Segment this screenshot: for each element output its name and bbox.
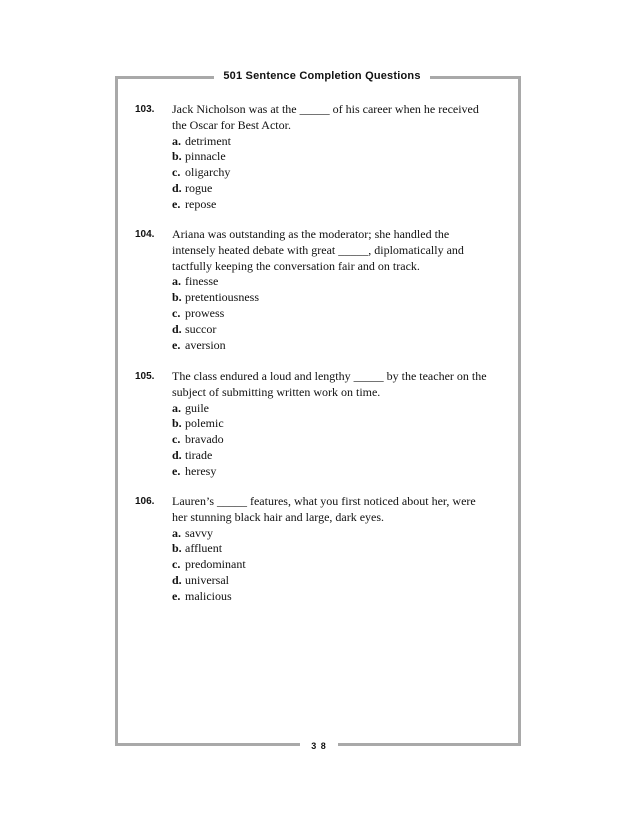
option-text: tirade: [185, 447, 213, 462]
question-stem: [172, 494, 505, 526]
option-b[interactable]: [172, 290, 505, 306]
option-text: aversion: [185, 337, 226, 352]
stem-line: her stunning black hair and large, dark eyes.: [172, 509, 385, 524]
option-a[interactable]: [172, 134, 505, 150]
answer-options: [172, 274, 505, 353]
option-letter: d.: [172, 321, 182, 336]
option-b[interactable]: [172, 416, 505, 432]
stem-line: intensely heated debate with great _____, diplomatically and: [172, 242, 464, 257]
option-letter: a.: [172, 133, 181, 148]
option-text: bravado: [185, 432, 224, 447]
question-number: 103.: [135, 104, 155, 115]
option-text: universal: [185, 572, 229, 587]
question-stem: [172, 102, 505, 134]
option-letter: e.: [172, 196, 181, 211]
option-e[interactable]: [172, 589, 505, 605]
option-text: savvy: [185, 525, 213, 540]
option-letter: c.: [172, 557, 181, 572]
option-c[interactable]: [172, 557, 505, 573]
option-text: pinnacle: [185, 149, 226, 164]
option-text: predominant: [185, 557, 246, 572]
option-letter: d.: [172, 572, 182, 587]
option-text: heresy: [185, 463, 217, 478]
option-letter: c.: [172, 305, 181, 320]
option-e[interactable]: [172, 464, 505, 480]
option-letter: a.: [172, 400, 181, 415]
answer-options: [172, 134, 505, 213]
option-text: detriment: [185, 133, 231, 148]
option-text: affluent: [185, 541, 223, 556]
option-letter: b.: [172, 541, 182, 556]
stem-line: tactfully keeping the conversation fair and on track.: [172, 258, 420, 273]
answer-options: [172, 526, 505, 605]
answer-options: [172, 401, 505, 480]
question-number: 106.: [135, 496, 155, 507]
option-text: guile: [185, 400, 209, 415]
question-106: [135, 494, 505, 605]
option-c[interactable]: [172, 306, 505, 322]
option-letter: b.: [172, 290, 182, 305]
option-letter: b.: [172, 416, 182, 431]
option-letter: a.: [172, 274, 181, 289]
option-a[interactable]: [172, 274, 505, 290]
option-a[interactable]: [172, 526, 505, 542]
option-d[interactable]: [172, 573, 505, 589]
stem-line: Ariana was outstanding as the moderator; she handled the: [172, 227, 450, 241]
option-text: oligarchy: [185, 165, 231, 180]
option-d[interactable]: [172, 181, 505, 197]
stem-line: the Oscar for Best Actor.: [172, 117, 291, 132]
page-number: 3 8: [300, 737, 338, 755]
option-text: pretentiousness: [185, 290, 259, 305]
option-d[interactable]: [172, 448, 505, 464]
option-text: malicious: [185, 588, 232, 603]
stem-line: The class endured a loud and lengthy _____ by the teacher on the: [172, 369, 487, 383]
option-c[interactable]: [172, 432, 505, 448]
option-letter: b.: [172, 149, 182, 164]
question-103: [135, 102, 505, 213]
option-letter: d.: [172, 180, 182, 195]
option-b[interactable]: [172, 149, 505, 165]
question-number: 104.: [135, 229, 155, 240]
option-b[interactable]: [172, 541, 505, 557]
option-text: succor: [185, 321, 217, 336]
question-105: [135, 369, 505, 480]
option-letter: c.: [172, 165, 181, 180]
option-text: repose: [185, 196, 217, 211]
option-text: polemic: [185, 416, 224, 431]
option-e[interactable]: [172, 197, 505, 213]
option-letter: e.: [172, 588, 181, 603]
option-letter: c.: [172, 432, 181, 447]
option-letter: a.: [172, 525, 181, 540]
option-a[interactable]: [172, 401, 505, 417]
stem-line: Jack Nicholson was at the _____ of his career when he received: [172, 102, 479, 116]
option-text: rogue: [185, 180, 213, 195]
question-stem: [172, 369, 505, 401]
option-d[interactable]: [172, 322, 505, 338]
question-number: 105.: [135, 371, 155, 382]
stem-line: Lauren’s _____ features, what you first noticed about her, were: [172, 494, 476, 508]
option-text: prowess: [185, 305, 225, 320]
option-letter: e.: [172, 337, 181, 352]
stem-line: subject of submitting written work on time.: [172, 384, 381, 399]
option-text: finesse: [185, 274, 219, 289]
running-header: 501 Sentence Completion Questions: [214, 67, 430, 85]
option-letter: e.: [172, 463, 181, 478]
option-c[interactable]: [172, 165, 505, 181]
option-e[interactable]: [172, 338, 505, 354]
question-stem: [172, 227, 505, 274]
question-104: [135, 227, 505, 353]
option-letter: d.: [172, 447, 182, 462]
